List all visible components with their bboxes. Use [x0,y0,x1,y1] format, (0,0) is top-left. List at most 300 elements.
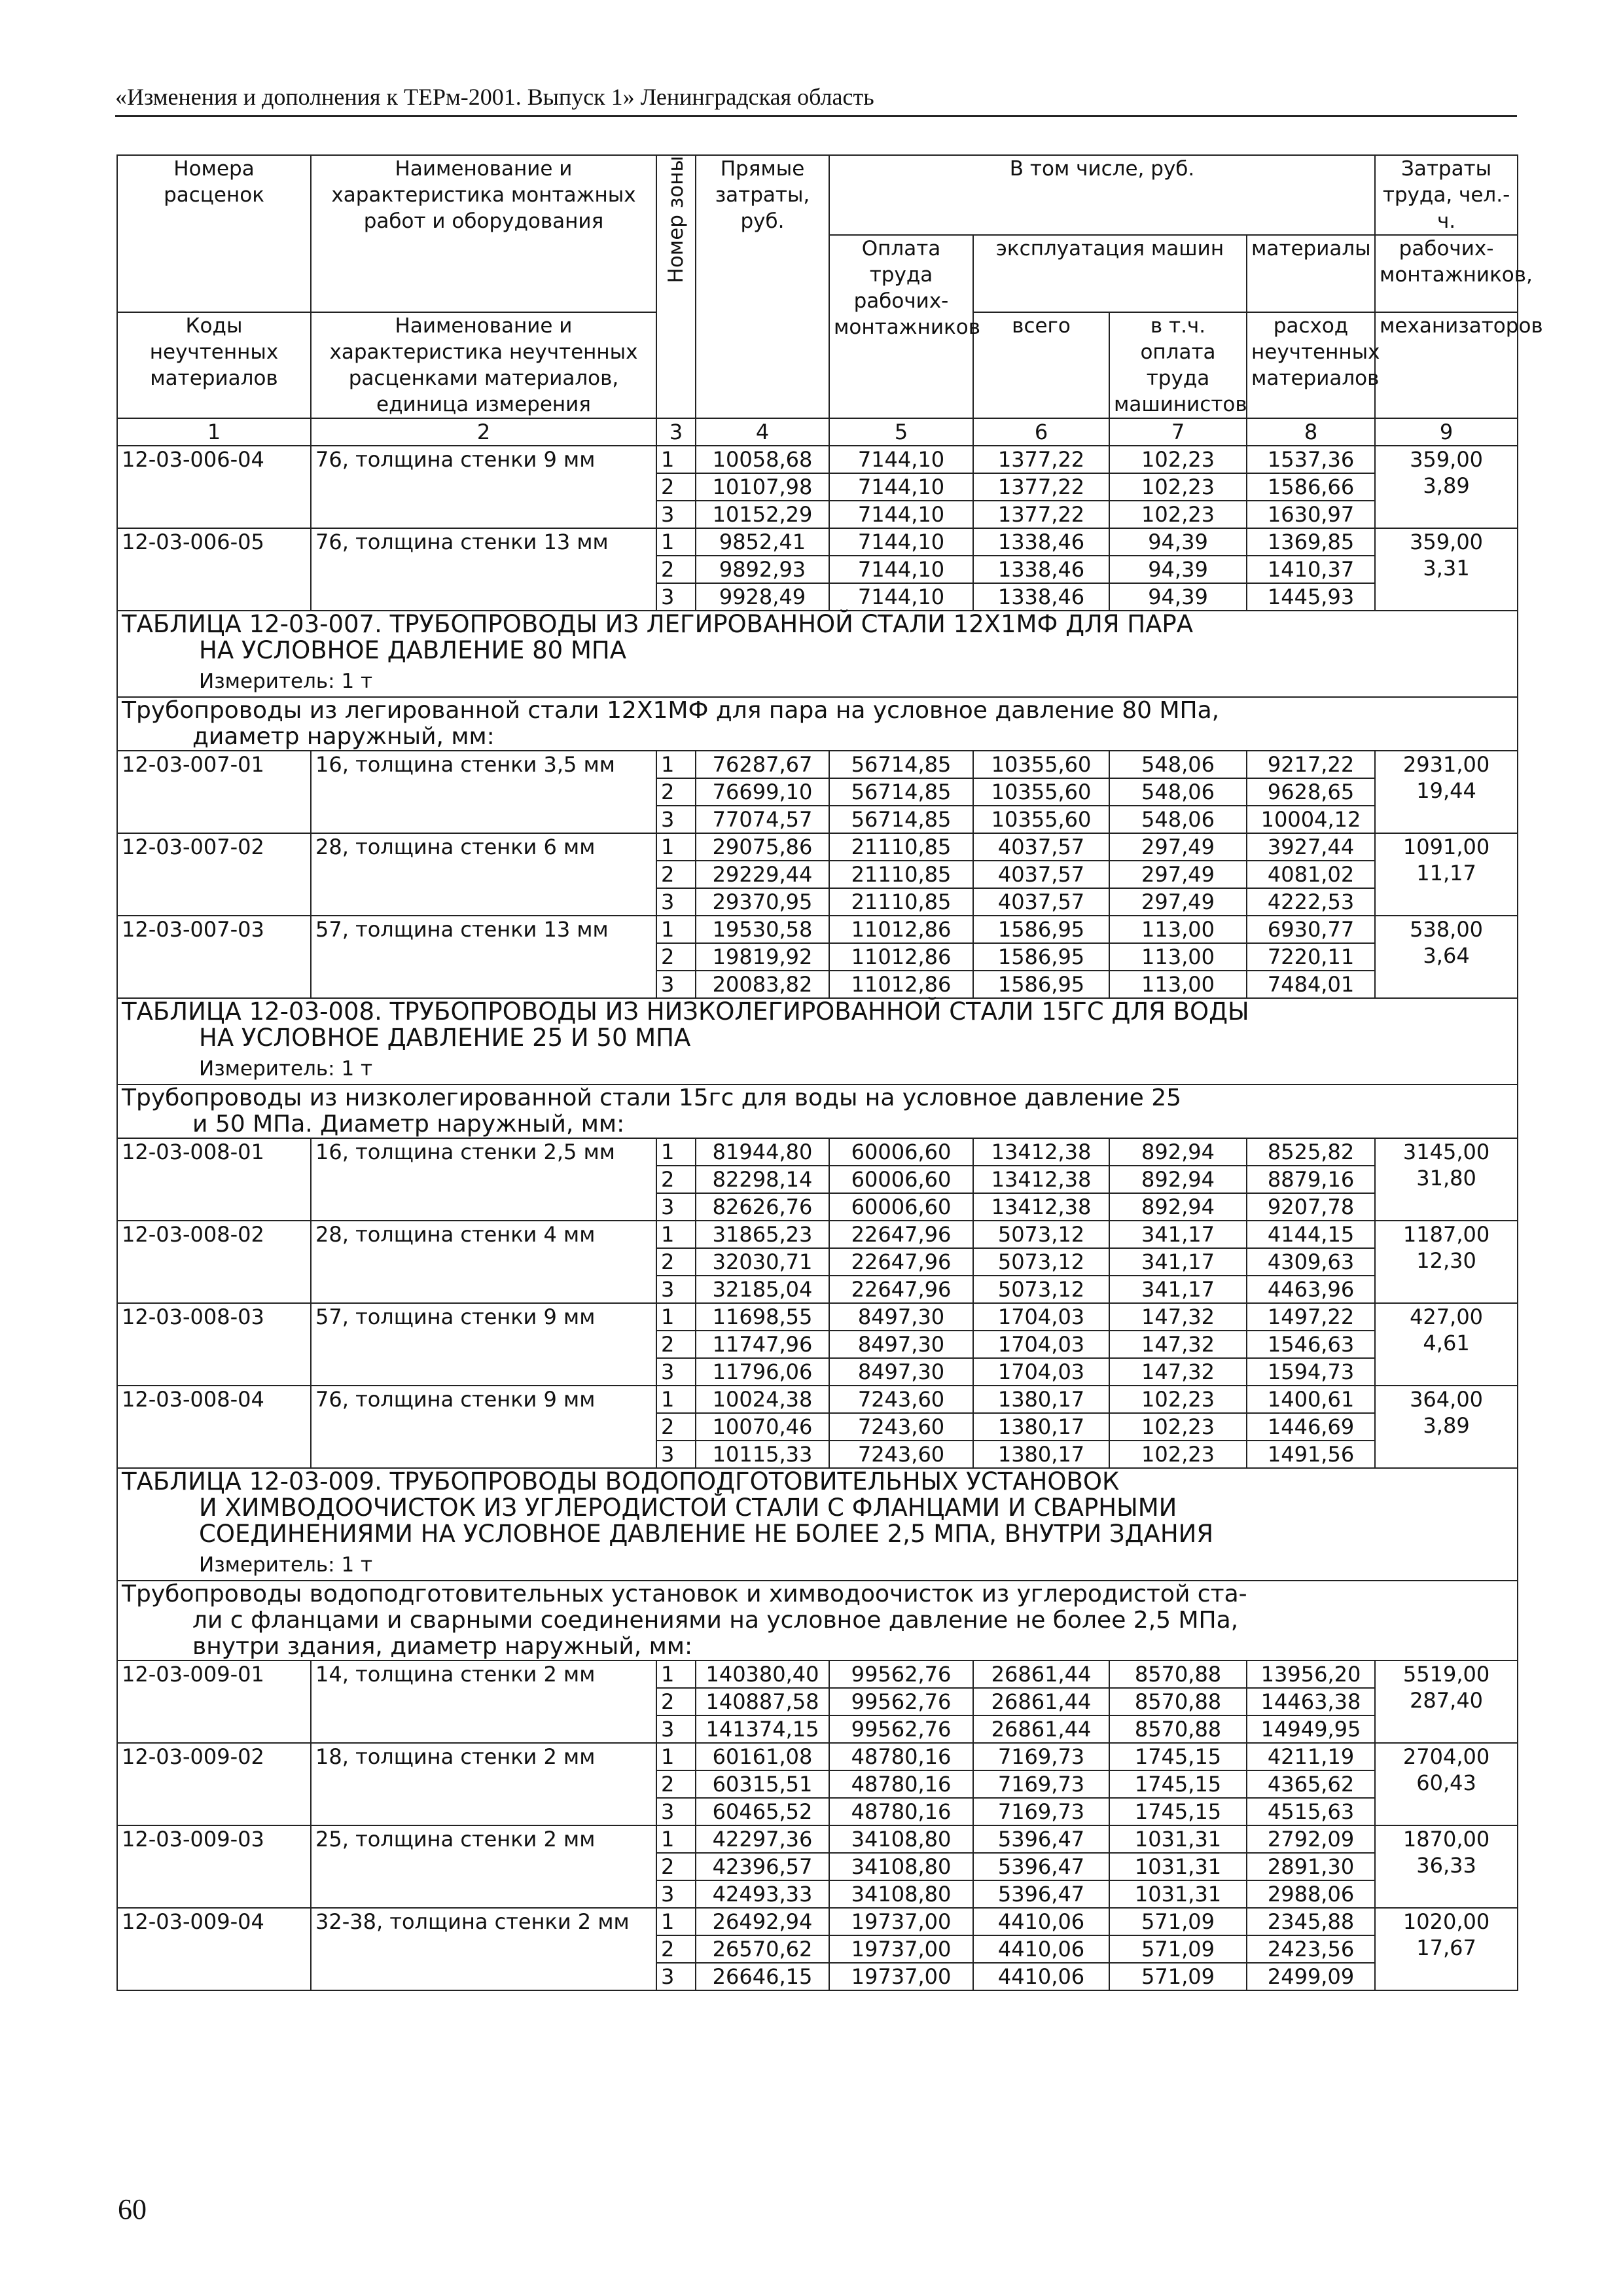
machine-total: 13412,38 [973,1138,1109,1166]
machine-total: 1380,17 [973,1413,1109,1441]
col-codes: Номера расценок [117,155,311,312]
materials: 2345,88 [1247,1908,1375,1935]
materials: 1537,36 [1247,446,1375,473]
rate-name: 28, толщина стенки 6 мм [311,833,656,916]
col-total: всего [973,312,1109,418]
direct-costs: 76287,67 [696,751,829,778]
table-title-line: СОЕДИНЕНИЯМИ НА УСЛОВНОЕ ДАВЛЕНИЕ НЕ БОЛЕЕ 2,5 МПА, ВНУТРИ ЗДАНИЯ [199,1520,1214,1548]
zone-number: 2 [656,473,696,501]
subsection-title-line: Трубопроводы из низколегированной стали 15гс для воды на условное давление 25 [122,1085,1182,1111]
zone-number: 3 [656,888,696,916]
rate-name: 57, толщина стенки 9 мм [311,1303,656,1386]
labor-pay: 56714,85 [829,778,973,806]
labor-mechanics: 17,67 [1416,1935,1476,1960]
rate-name: 16, толщина стенки 2,5 мм [311,1138,656,1221]
table-row [117,751,1518,778]
direct-costs: 77074,57 [696,806,829,833]
machine-operator-pay: 94,39 [1109,583,1247,611]
materials: 1446,69 [1247,1413,1375,1441]
materials: 1369,85 [1247,528,1375,556]
direct-costs: 32185,04 [696,1276,829,1303]
labor-pay: 7243,60 [829,1413,973,1441]
labor-workers: 5519,00 [1402,1662,1490,1687]
direct-costs: 26570,62 [696,1935,829,1963]
machine-total: 1586,95 [973,971,1109,998]
machine-total: 5073,12 [973,1276,1109,1303]
zone-number: 2 [656,1166,696,1193]
table-row [117,446,1518,473]
zone-number: 2 [656,778,696,806]
direct-costs: 29075,86 [696,833,829,861]
direct-costs: 10115,33 [696,1441,829,1468]
zone-number: 1 [656,1660,696,1688]
page-header: «Изменения и дополнения к ТЕРм-2001. Выпуск 1» Ленинградская область [115,81,1517,117]
materials: 2891,30 [1247,1853,1375,1880]
zone-number: 2 [656,861,696,888]
machine-operator-pay: 548,06 [1109,751,1247,778]
column-index: 4 [696,418,829,446]
materials: 8525,82 [1247,1138,1375,1166]
machine-total: 5073,12 [973,1248,1109,1276]
rate-code: 12-03-008-04 [117,1386,311,1468]
materials: 4515,63 [1247,1798,1375,1825]
labor-pay: 34108,80 [829,1853,973,1880]
machine-total: 4410,06 [973,1935,1109,1963]
labor-costs [1375,1303,1518,1386]
measure-unit: Измеритель: 1 т [199,1553,373,1577]
zone-number: 3 [656,1193,696,1221]
zone-number: 3 [656,1963,696,1990]
machine-total: 1704,03 [973,1358,1109,1386]
machine-operator-pay: 102,23 [1109,1441,1247,1468]
machine-operator-pay: 8570,88 [1109,1660,1247,1688]
materials: 4309,63 [1247,1248,1375,1276]
labor-costs [1375,833,1518,916]
labor-mechanics: 3,89 [1423,1413,1470,1438]
labor-pay: 99562,76 [829,1660,973,1688]
labor-pay: 7243,60 [829,1441,973,1468]
col-uncounted-use: расход неучтенных материалов [1247,312,1375,418]
labor-pay: 99562,76 [829,1715,973,1743]
machine-operator-pay: 892,94 [1109,1166,1247,1193]
machine-operator-pay: 1745,15 [1109,1770,1247,1798]
direct-costs: 82626,76 [696,1193,829,1221]
machine-operator-pay: 571,09 [1109,1935,1247,1963]
col-uncounted-codes: Коды неучтенных материалов [117,312,311,418]
labor-costs [1375,751,1518,833]
labor-pay: 7144,10 [829,528,973,556]
table-title [117,998,1518,1085]
labor-pay: 21110,85 [829,833,973,861]
rate-code: 12-03-006-05 [117,528,311,611]
direct-costs: 29370,95 [696,888,829,916]
labor-pay: 56714,85 [829,806,973,833]
rate-name: 32-38, толщина стенки 2 мм [311,1908,656,1990]
table-row [117,1825,1518,1853]
machine-operator-pay: 571,09 [1109,1908,1247,1935]
rate-code: 12-03-009-02 [117,1743,311,1825]
col-labor-top: Затраты труда, чел.-ч. [1375,155,1518,235]
labor-costs [1375,1386,1518,1468]
direct-costs: 42297,36 [696,1825,829,1853]
column-index: 3 [656,418,696,446]
machine-total: 7169,73 [973,1743,1109,1770]
labor-workers: 359,00 [1410,447,1484,472]
rate-code: 12-03-009-03 [117,1825,311,1908]
direct-costs: 10152,29 [696,501,829,528]
column-index: 6 [973,418,1109,446]
table-row [117,833,1518,861]
materials: 2499,09 [1247,1963,1375,1990]
labor-pay: 21110,85 [829,861,973,888]
labor-pay: 60006,60 [829,1193,973,1221]
direct-costs: 32030,71 [696,1248,829,1276]
labor-pay: 22647,96 [829,1248,973,1276]
direct-costs: 11698,55 [696,1303,829,1331]
machine-total: 5396,47 [973,1880,1109,1908]
labor-pay: 7243,60 [829,1386,973,1413]
direct-costs: 42493,33 [696,1880,829,1908]
direct-costs: 26646,15 [696,1963,829,1990]
labor-workers: 364,00 [1410,1387,1484,1412]
labor-pay: 34108,80 [829,1825,973,1853]
labor-pay: 60006,60 [829,1138,973,1166]
machine-total: 1377,22 [973,473,1109,501]
materials: 4144,15 [1247,1221,1375,1248]
materials: 4463,96 [1247,1276,1375,1303]
direct-costs: 9928,49 [696,583,829,611]
column-index: 9 [1375,418,1518,446]
col-pay: Оплата труда рабочих-монтажников [829,235,973,418]
zone-number: 1 [656,1743,696,1770]
rate-name: 25, толщина стенки 2 мм [311,1825,656,1908]
table-title-line: НА УСЛОВНОЕ ДАВЛЕНИЕ 80 МПА [199,636,627,664]
rate-code: 12-03-008-01 [117,1138,311,1221]
direct-costs: 10024,38 [696,1386,829,1413]
zone-number: 1 [656,1386,696,1413]
labor-pay: 99562,76 [829,1688,973,1715]
labor-mechanics: 287,40 [1410,1688,1484,1713]
machine-operator-pay: 94,39 [1109,556,1247,583]
rates-table [116,154,1543,1991]
labor-workers: 427,00 [1410,1304,1484,1329]
labor-workers: 538,00 [1410,917,1484,942]
machine-total: 7169,73 [973,1770,1109,1798]
labor-pay: 22647,96 [829,1276,973,1303]
machine-total: 7169,73 [973,1798,1109,1825]
machine-total: 1338,46 [973,528,1109,556]
machine-total: 26861,44 [973,1688,1109,1715]
subsection-title-line: внутри здания, диаметр наружный, мм: [192,1633,693,1660]
rate-name: 18, толщина стенки 2 мм [311,1743,656,1825]
machine-operator-pay: 102,23 [1109,1413,1247,1441]
zone-number: 2 [656,1853,696,1880]
rate-name: 57, толщина стенки 13 мм [311,916,656,998]
materials: 2988,06 [1247,1880,1375,1908]
zone-number: 3 [656,1276,696,1303]
machine-total: 13412,38 [973,1166,1109,1193]
machine-operator-pay: 548,06 [1109,778,1247,806]
labor-pay: 56714,85 [829,751,973,778]
table-title-line: ТАБЛИЦА 12-03-007. ТРУБОПРОВОДЫ ИЗ ЛЕГИРОВАННОЙ СТАЛИ 12Х1МФ ДЛЯ ПАРА [122,610,1194,638]
rate-name: 76, толщина стенки 9 мм [311,446,656,528]
table-row [117,1908,1518,1935]
materials: 14463,38 [1247,1688,1375,1715]
subsection-title-line: и 50 МПа. Диаметр наружный, мм: [192,1111,625,1138]
machine-operator-pay: 892,94 [1109,1138,1247,1166]
rate-name: 28, толщина стенки 4 мм [311,1221,656,1303]
zone-number: 3 [656,1441,696,1468]
column-index: 2 [311,418,656,446]
labor-costs [1375,1743,1518,1825]
direct-costs: 81944,80 [696,1138,829,1166]
machine-total: 4410,06 [973,1963,1109,1990]
machine-total: 5396,47 [973,1853,1109,1880]
labor-workers: 1187,00 [1402,1222,1490,1247]
materials: 1400,61 [1247,1386,1375,1413]
labor-mechanics: 19,44 [1416,778,1476,803]
page-number: 60 [118,2193,147,2225]
machine-total: 4037,57 [973,888,1109,916]
col-mach: эксплуатация машин [973,235,1247,312]
rate-code: 12-03-008-03 [117,1303,311,1386]
table-row [117,528,1518,556]
materials: 1497,22 [1247,1303,1375,1331]
direct-costs: 26492,94 [696,1908,829,1935]
machine-operator-pay: 102,23 [1109,501,1247,528]
subsection-title [117,1085,1518,1138]
col-name: Наименование и характеристика монтажных работ и оборудования [311,155,656,312]
labor-pay: 60006,60 [829,1166,973,1193]
machine-operator-pay: 297,49 [1109,861,1247,888]
direct-costs: 10070,46 [696,1413,829,1441]
machine-operator-pay: 297,49 [1109,888,1247,916]
labor-pay: 7144,10 [829,583,973,611]
machine-operator-pay: 1745,15 [1109,1798,1247,1825]
zone-number: 1 [656,446,696,473]
labor-pay: 8497,30 [829,1303,973,1331]
machine-total: 26861,44 [973,1715,1109,1743]
direct-costs: 141374,15 [696,1715,829,1743]
materials: 1445,93 [1247,583,1375,611]
direct-costs: 9852,41 [696,528,829,556]
direct-costs: 19530,58 [696,916,829,943]
machine-operator-pay: 8570,88 [1109,1715,1247,1743]
machine-total: 10355,60 [973,778,1109,806]
machine-operator-pay: 113,00 [1109,943,1247,971]
table-title-line: ТАБЛИЦА 12-03-009. ТРУБОПРОВОДЫ ВОДОПОДГОТОВИТЕЛЬНЫХ УСТАНОВОК [122,1467,1120,1496]
zone-number: 2 [656,943,696,971]
materials: 1594,73 [1247,1358,1375,1386]
labor-pay: 22647,96 [829,1221,973,1248]
zone-number: 1 [656,916,696,943]
machine-operator-pay: 1031,31 [1109,1825,1247,1853]
labor-pay: 48780,16 [829,1770,973,1798]
direct-costs: 140887,58 [696,1688,829,1715]
labor-mechanics: 3,89 [1423,473,1470,498]
col-incl-pay: в т.ч. оплата труда машинистов [1109,312,1247,418]
machine-total: 4037,57 [973,833,1109,861]
machine-operator-pay: 341,17 [1109,1221,1247,1248]
col-incl: В том числе, руб. [829,155,1375,235]
col-direct: Прямые затраты, руб. [696,155,829,418]
rate-name: 76, толщина стенки 13 мм [311,528,656,611]
machine-operator-pay: 341,17 [1109,1276,1247,1303]
rate-code: 12-03-009-04 [117,1908,311,1990]
column-index: 1 [117,418,311,446]
table-row [117,1138,1518,1166]
materials: 1410,37 [1247,556,1375,583]
machine-operator-pay: 147,32 [1109,1358,1247,1386]
labor-costs [1375,1908,1518,1990]
labor-mechanics: 11,17 [1416,861,1476,886]
rate-code: 12-03-007-01 [117,751,311,833]
machine-operator-pay: 892,94 [1109,1193,1247,1221]
materials: 4211,19 [1247,1743,1375,1770]
labor-pay: 11012,86 [829,971,973,998]
table-title-line: НА УСЛОВНОЕ ДАВЛЕНИЕ 25 И 50 МПА [199,1024,691,1052]
measure-unit: Измеритель: 1 т [199,1057,373,1081]
zone-number: 2 [656,1413,696,1441]
machine-operator-pay: 94,39 [1109,528,1247,556]
machine-operator-pay: 297,49 [1109,833,1247,861]
direct-costs: 19819,92 [696,943,829,971]
zone-number: 3 [656,501,696,528]
machine-operator-pay: 548,06 [1109,806,1247,833]
table-title-line: ТАБЛИЦА 12-03-008. ТРУБОПРОВОДЫ ИЗ НИЗКОЛЕГИРОВАННОЙ СТАЛИ 15ГС ДЛЯ ВОДЫ [122,997,1249,1026]
labor-mechanics: 60,43 [1416,1770,1476,1795]
machine-total: 1586,95 [973,943,1109,971]
labor-pay: 34108,80 [829,1880,973,1908]
zone-number: 3 [656,1798,696,1825]
labor-workers: 1091,00 [1402,834,1490,859]
direct-costs: 10107,98 [696,473,829,501]
materials: 2423,56 [1247,1935,1375,1963]
machine-operator-pay: 1031,31 [1109,1880,1247,1908]
rate-code: 12-03-009-01 [117,1660,311,1743]
labor-costs [1375,1825,1518,1908]
zone-number: 3 [656,1880,696,1908]
labor-pay: 7144,10 [829,501,973,528]
subsection-title-line: диаметр наружный, мм: [192,723,495,750]
zone-number: 2 [656,1331,696,1358]
machine-operator-pay: 341,17 [1109,1248,1247,1276]
labor-pay: 19737,00 [829,1935,973,1963]
materials: 7484,01 [1247,971,1375,998]
direct-costs: 9892,93 [696,556,829,583]
subsection-title [117,1581,1518,1660]
zone-number: 2 [656,1248,696,1276]
labor-pay: 7144,10 [829,556,973,583]
machine-operator-pay: 1031,31 [1109,1853,1247,1880]
labor-workers: 2931,00 [1402,752,1490,777]
machine-total: 1586,95 [973,916,1109,943]
machine-total: 13412,38 [973,1193,1109,1221]
machine-total: 1704,03 [973,1303,1109,1331]
machine-operator-pay: 8570,88 [1109,1688,1247,1715]
zone-number: 1 [656,1221,696,1248]
labor-pay: 8497,30 [829,1358,973,1386]
zone-number: 1 [656,1303,696,1331]
direct-costs: 20083,82 [696,971,829,998]
materials: 1586,66 [1247,473,1375,501]
zone-number: 3 [656,583,696,611]
labor-pay: 48780,16 [829,1798,973,1825]
subsection-title-line: ли с фланцами и сварными соединениями на условное давление не более 2,5 МПа, [192,1607,1239,1634]
direct-costs: 60465,52 [696,1798,829,1825]
labor-pay: 7144,10 [829,473,973,501]
rate-code: 12-03-007-03 [117,916,311,998]
materials: 9628,65 [1247,778,1375,806]
machine-operator-pay: 147,32 [1109,1303,1247,1331]
materials: 4081,02 [1247,861,1375,888]
zone-number: 2 [656,1770,696,1798]
labor-workers: 1020,00 [1402,1909,1490,1934]
machine-operator-pay: 102,23 [1109,473,1247,501]
zone-number: 3 [656,1358,696,1386]
zone-number: 1 [656,833,696,861]
machine-total: 5396,47 [973,1825,1109,1853]
direct-costs: 11747,96 [696,1331,829,1358]
labor-workers: 359,00 [1410,529,1484,554]
column-index: 8 [1247,418,1375,446]
materials: 10004,12 [1247,806,1375,833]
materials: 8879,16 [1247,1166,1375,1193]
labor-pay: 11012,86 [829,916,973,943]
labor-mechanics: 4,61 [1423,1331,1470,1355]
machine-operator-pay: 147,32 [1109,1331,1247,1358]
materials: 6930,77 [1247,916,1375,943]
zone-number: 1 [656,1908,696,1935]
materials: 9217,22 [1247,751,1375,778]
labor-mechanics: 3,64 [1423,943,1470,968]
labor-costs [1375,446,1518,528]
zone-number: 1 [656,1138,696,1166]
materials: 4222,53 [1247,888,1375,916]
col-uncounted-name: Наименование и характеристика неучтенных расценками материалов, единица измерения [311,312,656,418]
machine-total: 10355,60 [973,751,1109,778]
column-index: 5 [829,418,973,446]
materials: 1630,97 [1247,501,1375,528]
table-row [117,1303,1518,1331]
labor-costs [1375,1221,1518,1303]
column-index: 7 [1109,418,1247,446]
table-title-line: И ХИМВОДООЧИСТОК ИЗ УГЛЕРОДИСТОЙ СТАЛИ С ФЛАНЦАМИ И СВАРНЫМИ [199,1494,1177,1522]
machine-total: 1380,17 [973,1441,1109,1468]
materials: 7220,11 [1247,943,1375,971]
materials: 14949,95 [1247,1715,1375,1743]
direct-costs: 11796,06 [696,1358,829,1386]
materials: 4365,62 [1247,1770,1375,1798]
zone-number: 3 [656,1715,696,1743]
col-zone: Номер зоны [664,156,688,283]
zone-number: 1 [656,1825,696,1853]
rate-code: 12-03-008-02 [117,1221,311,1303]
labor-workers: 1870,00 [1402,1827,1490,1852]
machine-operator-pay: 113,00 [1109,916,1247,943]
rate-code: 12-03-006-04 [117,446,311,528]
direct-costs: 76699,10 [696,778,829,806]
table-row [117,1660,1518,1688]
direct-costs: 60315,51 [696,1770,829,1798]
machine-total: 1704,03 [973,1331,1109,1358]
machine-total: 1377,22 [973,446,1109,473]
rate-code: 12-03-007-02 [117,833,311,916]
subsection-title-line: Трубопроводы из легированной стали 12Х1МФ для пара на условное давление 80 МПа, [122,697,1220,724]
labor-pay: 19737,00 [829,1908,973,1935]
materials: 3927,44 [1247,833,1375,861]
direct-costs: 29229,44 [696,861,829,888]
